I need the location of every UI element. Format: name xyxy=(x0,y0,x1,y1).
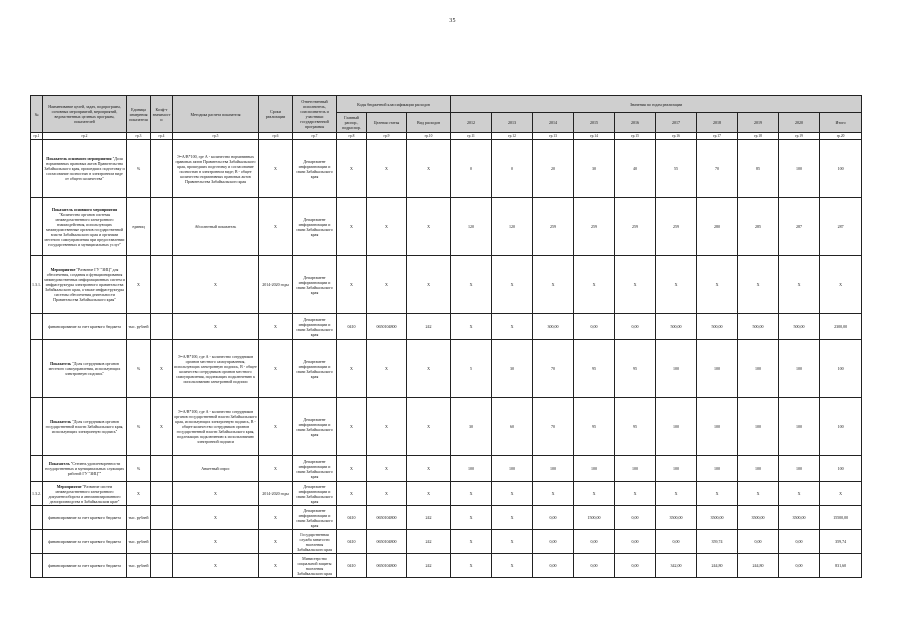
header-col-number: гр.6 xyxy=(259,133,293,140)
row-budget-code: Х xyxy=(337,398,367,456)
header-col-numbers xyxy=(31,133,862,140)
row-num xyxy=(31,506,43,530)
row-method: Х xyxy=(173,554,259,578)
row-budget-code: 0410 xyxy=(337,506,367,530)
row-year-value: 359,74 xyxy=(820,530,862,554)
header-col-number: гр.11 xyxy=(451,133,492,140)
row-target-article: Х xyxy=(367,140,407,198)
header-col-number: гр.3 xyxy=(127,133,151,140)
table-row xyxy=(31,506,862,530)
header-col-number: гр.4 xyxy=(151,133,173,140)
row-term: Х xyxy=(259,314,293,340)
header-col-number: гр.18 xyxy=(738,133,779,140)
row-year-value: 259 xyxy=(656,198,697,256)
row-year-value: Х xyxy=(738,256,779,314)
row-year-value: 244,80 xyxy=(697,554,738,578)
table-row xyxy=(31,314,862,340)
header-year: 2020 xyxy=(779,113,820,133)
row-name xyxy=(43,314,127,340)
row-year-value: Х xyxy=(779,256,820,314)
row-target-article: Х xyxy=(367,340,407,398)
program-table xyxy=(30,95,862,578)
row-term: Х xyxy=(259,554,293,578)
row-expense-type: 242 xyxy=(407,530,451,554)
header-col-number: гр.2 xyxy=(43,133,127,140)
row-year-value: 359,74 xyxy=(697,530,738,554)
header-col-number: гр.12 xyxy=(492,133,533,140)
row-year-value: 0,00 xyxy=(533,506,574,530)
row-unit: % xyxy=(127,140,151,198)
row-year-value: Х xyxy=(451,530,492,554)
row-year-value: 100 xyxy=(779,456,820,482)
header-budget-col: Целевая статья xyxy=(367,113,407,133)
row-year-value: 259 xyxy=(574,198,615,256)
table-body xyxy=(31,140,862,578)
row-year-value: 100 xyxy=(779,398,820,456)
row-year-value: Х xyxy=(451,482,492,506)
row-year-value: 0,00 xyxy=(615,530,656,554)
header-year: 2015 xyxy=(574,113,615,133)
row-coef xyxy=(151,140,173,198)
row-coef xyxy=(151,314,173,340)
row-year-value: 100 xyxy=(533,456,574,482)
header-col-number: гр.15 xyxy=(615,133,656,140)
row-year-value: Х xyxy=(574,482,615,506)
row-year-value: Х xyxy=(697,256,738,314)
row-year-value: Х xyxy=(656,482,697,506)
row-year-value: 3500,00 xyxy=(697,506,738,530)
table-row xyxy=(31,398,862,456)
row-name-text: "Степень удовлетворенности государственных и муниципальных служащих работой ГУ "ЗИЦ"" xyxy=(44,461,125,476)
row-coef xyxy=(151,256,173,314)
row-term: Х xyxy=(259,198,293,256)
row-budget-code: Х xyxy=(337,482,367,506)
row-num xyxy=(31,398,43,456)
row-budget-code: Х xyxy=(337,340,367,398)
table-row xyxy=(31,340,862,398)
row-year-value: 0,00 xyxy=(574,554,615,578)
row-year-value: 30 xyxy=(451,398,492,456)
header-col-number: гр.19 xyxy=(779,133,820,140)
row-year-value: 3500,00 xyxy=(779,506,820,530)
row-year-value: 0,00 xyxy=(779,530,820,554)
row-name-bold: Мероприятие xyxy=(56,483,82,489)
row-year-value: Х xyxy=(697,482,738,506)
row-target-article: Х xyxy=(367,198,407,256)
row-year-value: 100 xyxy=(738,456,779,482)
row-name xyxy=(43,506,127,530)
row-unit: тыс. рублей xyxy=(127,554,151,578)
header-col-number: гр.9 xyxy=(367,133,407,140)
row-term: Х xyxy=(259,530,293,554)
row-year-value: Х xyxy=(820,482,862,506)
header-col-number: гр.5 xyxy=(173,133,259,140)
header-budget-col: Главный распор., подраспор. xyxy=(337,113,367,133)
row-year-value: Х xyxy=(492,506,533,530)
row-method: Х xyxy=(173,482,259,506)
row-name-bold: Показатель основного мероприятия xyxy=(46,156,112,161)
row-year-value: 0 xyxy=(492,140,533,198)
row-method: Анкетный опрос xyxy=(173,456,259,482)
row-year-value: 0,00 xyxy=(738,530,779,554)
row-expense-type: Х xyxy=(407,140,451,198)
row-year-value: 95 xyxy=(615,340,656,398)
row-unit: Х xyxy=(127,482,151,506)
row-year-value: 3500,00 xyxy=(738,506,779,530)
table-row xyxy=(31,256,862,314)
row-name xyxy=(43,140,127,198)
row-expense-type: 242 xyxy=(407,554,451,578)
row-year-value: 30 xyxy=(492,340,533,398)
row-year-value: 20 xyxy=(533,140,574,198)
table-row xyxy=(31,456,862,482)
row-year-value: Х xyxy=(492,554,533,578)
header-col-number: гр.20 xyxy=(820,133,862,140)
row-year-value: 500,00 xyxy=(738,314,779,340)
row-num xyxy=(31,530,43,554)
table-row xyxy=(31,482,862,506)
row-year-value: 831,60 xyxy=(820,554,862,578)
row-coef: Х xyxy=(151,398,173,456)
row-year-value: 100 xyxy=(451,456,492,482)
row-target-article: 0650104800 xyxy=(367,314,407,340)
row-coef xyxy=(151,482,173,506)
header-executor: Ответственный исполнитель, соисполнитель и участники государственной программы xyxy=(293,96,337,133)
row-year-value: 55 xyxy=(656,140,697,198)
row-year-value: 70 xyxy=(533,340,574,398)
row-target-article: 0650104800 xyxy=(367,506,407,530)
row-term: 2014-2020 годы xyxy=(259,482,293,506)
row-num xyxy=(31,314,43,340)
header-year: 2019 xyxy=(738,113,779,133)
header-year: Итого xyxy=(820,113,862,133)
row-year-value: 15500,00 xyxy=(820,506,862,530)
row-year-value: 100 xyxy=(697,398,738,456)
header-col-number: гр.14 xyxy=(574,133,615,140)
row-unit: % xyxy=(127,340,151,398)
row-target-article: Х xyxy=(367,482,407,506)
row-year-value: 0,00 xyxy=(615,314,656,340)
row-year-value: Х xyxy=(451,256,492,314)
row-name-text: "Доля сотрудников органов государственной власти Забайкальского края, использующих электронную подпись" xyxy=(45,419,124,434)
row-coef: Х xyxy=(151,340,173,398)
row-year-value: 100 xyxy=(656,398,697,456)
row-year-value: 2300,00 xyxy=(820,314,862,340)
row-coef xyxy=(151,198,173,256)
row-target-article: 0650104800 xyxy=(367,554,407,578)
row-year-value: 244,80 xyxy=(738,554,779,578)
table-row xyxy=(31,554,862,578)
row-expense-type: Х xyxy=(407,398,451,456)
row-year-value: 0,00 xyxy=(615,506,656,530)
row-name-bold: Показатель xyxy=(48,461,70,466)
row-coef xyxy=(151,554,173,578)
row-year-value: 259 xyxy=(615,198,656,256)
row-target-article: Х xyxy=(367,456,407,482)
row-executor: Департамент информатизации и связи Забайкальского края xyxy=(293,198,337,256)
row-name xyxy=(43,340,127,398)
row-year-value: 100 xyxy=(656,340,697,398)
row-name-text: "Количество органов системы межведомственного электронного взаимодействия, использующих межведомственные органов государственной власти Забайкальского края и органами местного самоуправления при предоставлении государственных и муниципальных услуг" xyxy=(44,211,125,247)
row-name-text: финансирование за счет краевого бюджета xyxy=(48,324,121,329)
table-row xyxy=(31,140,862,198)
row-year-value: 0,00 xyxy=(656,530,697,554)
row-year-value: 0,00 xyxy=(615,554,656,578)
row-year-value: 3500,00 xyxy=(656,506,697,530)
header-name: Наименование целей, задач, подпрограмм, основных мероприятий, мероприятий, ведомственных целевых программ, показателей xyxy=(43,96,127,133)
header-budget-col: Вид расходов xyxy=(407,113,451,133)
row-year-value: Х xyxy=(492,482,533,506)
row-term: Х xyxy=(259,140,293,198)
row-executor: Департамент информатизации и связи Забайкальского края xyxy=(293,140,337,198)
header-col-number: гр.16 xyxy=(656,133,697,140)
row-year-value: 95 xyxy=(574,340,615,398)
table-row xyxy=(31,198,862,256)
row-year-value: 0,00 xyxy=(533,530,574,554)
row-name xyxy=(43,398,127,456)
row-executor: Департамент информатизации и связи Забайкальского края xyxy=(293,482,337,506)
row-name-bold: Мероприятие xyxy=(50,267,76,272)
row-budget-code: Х xyxy=(337,456,367,482)
header-year: 2016 xyxy=(615,113,656,133)
page-number: 35 xyxy=(449,18,456,24)
row-expense-type: Х xyxy=(407,340,451,398)
header-col-number: гр.10 xyxy=(407,133,451,140)
row-method: Э=А/В*100, где А - количество сотрудников органов местного самоуправления, использующих электронную подпись, В - общее количество сотрудников органов местного самоуправления, подлежащих подключению к использованию электронной подписи xyxy=(173,340,259,398)
row-expense-type: Х xyxy=(407,456,451,482)
row-year-value: 100 xyxy=(574,456,615,482)
row-expense-type: Х xyxy=(407,256,451,314)
row-year-value: 300,00 xyxy=(533,314,574,340)
row-budget-code: Х xyxy=(337,256,367,314)
row-year-value: 60 xyxy=(492,398,533,456)
row-budget-code: 0410 xyxy=(337,314,367,340)
row-budget-code: 0410 xyxy=(337,554,367,578)
row-name-bold: Показатель xyxy=(50,419,72,424)
row-method: Э=А/В*100, где А - количество сотрудников органов государственной власти Забайкальского края, использующих электронную подпись, В - общее количество сотрудников органов государственной власти Забайкальского края, подлежащих подключению к использованию электронной подписи xyxy=(173,398,259,456)
row-num xyxy=(31,456,43,482)
row-unit: % xyxy=(127,456,151,482)
row-year-value: 280 xyxy=(697,198,738,256)
header-year: 2013 xyxy=(492,113,533,133)
row-term: Х xyxy=(259,456,293,482)
row-coef xyxy=(151,506,173,530)
header-col-number: гр.13 xyxy=(533,133,574,140)
row-num xyxy=(31,140,43,198)
row-budget-code: Х xyxy=(337,140,367,198)
row-year-value: 0,00 xyxy=(574,314,615,340)
row-year-value: 100 xyxy=(820,456,862,482)
row-year-value: 100 xyxy=(656,456,697,482)
row-year-value: 100 xyxy=(779,340,820,398)
row-year-value: Х xyxy=(820,256,862,314)
row-name-text: финансирование за счет краевого бюджета xyxy=(48,563,121,568)
row-unit: тыс. рублей xyxy=(127,506,151,530)
row-year-value: Х xyxy=(656,256,697,314)
row-year-value: 500,00 xyxy=(656,314,697,340)
table-row xyxy=(31,530,862,554)
row-name-bold: Показатель основного мероприятия xyxy=(51,206,118,212)
row-expense-type: 242 xyxy=(407,506,451,530)
row-year-value: 100 xyxy=(615,456,656,482)
row-year-value: 259 xyxy=(533,198,574,256)
row-executor: Департамент информатизации и связи Забайкальского края xyxy=(293,256,337,314)
row-year-value: Х xyxy=(492,530,533,554)
row-term: Х xyxy=(259,506,293,530)
header-col-number: гр.17 xyxy=(697,133,738,140)
row-term: 2014-2020 годы xyxy=(259,256,293,314)
row-year-value: Х xyxy=(533,256,574,314)
row-year-value: Х xyxy=(738,482,779,506)
row-name xyxy=(43,554,127,578)
row-executor: Департамент информатизации и связи Забайкальского края xyxy=(293,506,337,530)
row-term: Х xyxy=(259,398,293,456)
row-executor: Департамент информатизации и связи Забайкальского края xyxy=(293,314,337,340)
row-year-value: 100 xyxy=(697,340,738,398)
row-name-text: финансирование за счет краевого бюджета xyxy=(48,515,121,520)
row-year-value: 287 xyxy=(820,198,862,256)
row-method: Абсолютный показатель xyxy=(173,198,259,256)
row-executor: Департамент информатизации и связи Забайкальского края xyxy=(293,340,337,398)
row-unit: % xyxy=(127,398,151,456)
row-method: Х xyxy=(173,314,259,340)
row-year-value: 342,00 xyxy=(656,554,697,578)
row-year-value: Х xyxy=(492,314,533,340)
row-year-value: Х xyxy=(492,256,533,314)
row-year-value: 287 xyxy=(779,198,820,256)
header-col-number: гр.8 xyxy=(337,133,367,140)
row-target-article: Х xyxy=(367,398,407,456)
row-name xyxy=(43,530,127,554)
row-term: Х xyxy=(259,340,293,398)
row-name xyxy=(43,256,127,314)
row-name xyxy=(43,456,127,482)
row-year-value: 100 xyxy=(820,340,862,398)
row-expense-type: 242 xyxy=(407,314,451,340)
row-method: Э=А/В*100, где А - количество нормативных правовых актов Правительства Забайкальского края, прошедших подготовку и согласование полностью в электронном виде; В - общее количество нормативных правовых актов Правительства Забайкальского края xyxy=(173,140,259,198)
row-year-value: 120 xyxy=(492,198,533,256)
row-year-value: 95 xyxy=(574,398,615,456)
row-year-value: 40 xyxy=(615,140,656,198)
row-expense-type: Х xyxy=(407,198,451,256)
row-name-text: "Развитие систем межведомственного электронного документооборота и автоматизированного делопроизводства в Забайкальском крае" xyxy=(48,483,121,504)
row-name-text: финансирование за счет краевого бюджета xyxy=(48,539,121,544)
row-year-value: Х xyxy=(451,314,492,340)
header-year: 2014 xyxy=(533,113,574,133)
row-coef xyxy=(151,456,173,482)
row-coef xyxy=(151,530,173,554)
row-unit: Х xyxy=(127,256,151,314)
row-name xyxy=(43,198,127,256)
header-num: № xyxy=(31,96,43,133)
row-year-value: 95 xyxy=(615,398,656,456)
row-year-value: Х xyxy=(451,506,492,530)
row-executor: Департамент информатизации и связи Забайкальского края xyxy=(293,456,337,482)
row-num xyxy=(31,198,43,256)
row-year-value: 500,00 xyxy=(779,314,820,340)
row-year-value: 30 xyxy=(574,140,615,198)
row-year-value: 500,00 xyxy=(697,314,738,340)
row-method: Х xyxy=(173,256,259,314)
row-year-value: 0,00 xyxy=(779,554,820,578)
header-year: 2012 xyxy=(451,113,492,133)
row-expense-type: Х xyxy=(407,482,451,506)
row-name-text: "Доля сотрудников органов местного самоуправления, использующих электронную подпись" xyxy=(48,361,121,376)
header-values-group: Значения по годам реализации xyxy=(451,96,862,113)
row-year-value: 285 xyxy=(738,198,779,256)
row-year-value: 0,00 xyxy=(533,554,574,578)
header-unit: Единица измерения показателя xyxy=(127,96,151,133)
header-year: 2018 xyxy=(697,113,738,133)
row-year-value: Х xyxy=(574,256,615,314)
row-name-text: "Развитие ГУ "ЗИЦ" для обеспечения, создания и функционирования межведомственных информационных систем и инфраструктуры электронного правительства Забайкальского края, а также инфраструктуры системы обеспечения деятельности Правительства Забайкальского края" xyxy=(44,267,125,302)
row-budget-code: 0410 xyxy=(337,530,367,554)
row-year-value: 100 xyxy=(820,140,862,198)
row-year-value: 1500,00 xyxy=(574,506,615,530)
row-year-value: Х xyxy=(451,554,492,578)
row-num: 1.3.2. xyxy=(31,482,43,506)
row-year-value: 5 xyxy=(451,340,492,398)
row-budget-code: Х xyxy=(337,198,367,256)
row-name xyxy=(43,482,127,506)
row-executor: Государственная служба занятости населения Забайкальского края xyxy=(293,530,337,554)
row-year-value: Х xyxy=(533,482,574,506)
row-unit: единиц xyxy=(127,198,151,256)
row-year-value: 100 xyxy=(697,456,738,482)
row-executor: Департамент информатизации и связи Забайкальского края xyxy=(293,398,337,456)
header-budget-group: Коды бюджетной классификации расходов xyxy=(337,96,451,113)
row-method: Х xyxy=(173,530,259,554)
row-num xyxy=(31,340,43,398)
row-executor: Министерство социальной защиты населения Забайкальского края xyxy=(293,554,337,578)
row-year-value: 0,00 xyxy=(574,530,615,554)
row-year-value: Х xyxy=(615,256,656,314)
row-year-value: Х xyxy=(615,482,656,506)
row-year-value: 0 xyxy=(451,140,492,198)
header-term: Сроки реализации xyxy=(259,96,293,133)
row-year-value: 100 xyxy=(738,398,779,456)
row-year-value: 85 xyxy=(738,140,779,198)
header-method: Методика расчета показателя xyxy=(173,96,259,133)
row-year-value: Х xyxy=(779,482,820,506)
row-unit: тыс. рублей xyxy=(127,530,151,554)
row-name-bold: Показатель xyxy=(50,361,72,366)
row-year-value: 100 xyxy=(820,398,862,456)
row-year-value: 100 xyxy=(492,456,533,482)
row-target-article: Х xyxy=(367,256,407,314)
row-year-value: 100 xyxy=(779,140,820,198)
row-year-value: 70 xyxy=(533,398,574,456)
row-year-value: 120 xyxy=(451,198,492,256)
row-num: 1.3.1. xyxy=(31,256,43,314)
header-year: 2017 xyxy=(656,113,697,133)
row-name-text: "Доля нормативных правовых актов Правительства Забайкальского края, прошедших подготовку и согласование полностью в электронном виде от общего количества" xyxy=(44,156,125,181)
header-coef: Коэф-т значимости xyxy=(151,96,173,133)
header-col-number: гр.7 xyxy=(293,133,337,140)
row-method: Х xyxy=(173,506,259,530)
row-num xyxy=(31,554,43,578)
row-target-article: 0650104800 xyxy=(367,530,407,554)
row-year-value: 100 xyxy=(738,340,779,398)
row-unit: тыс. рублей xyxy=(127,314,151,340)
row-year-value: 70 xyxy=(697,140,738,198)
header-col-number: гр.1 xyxy=(31,133,43,140)
header-row-1 xyxy=(31,96,862,113)
